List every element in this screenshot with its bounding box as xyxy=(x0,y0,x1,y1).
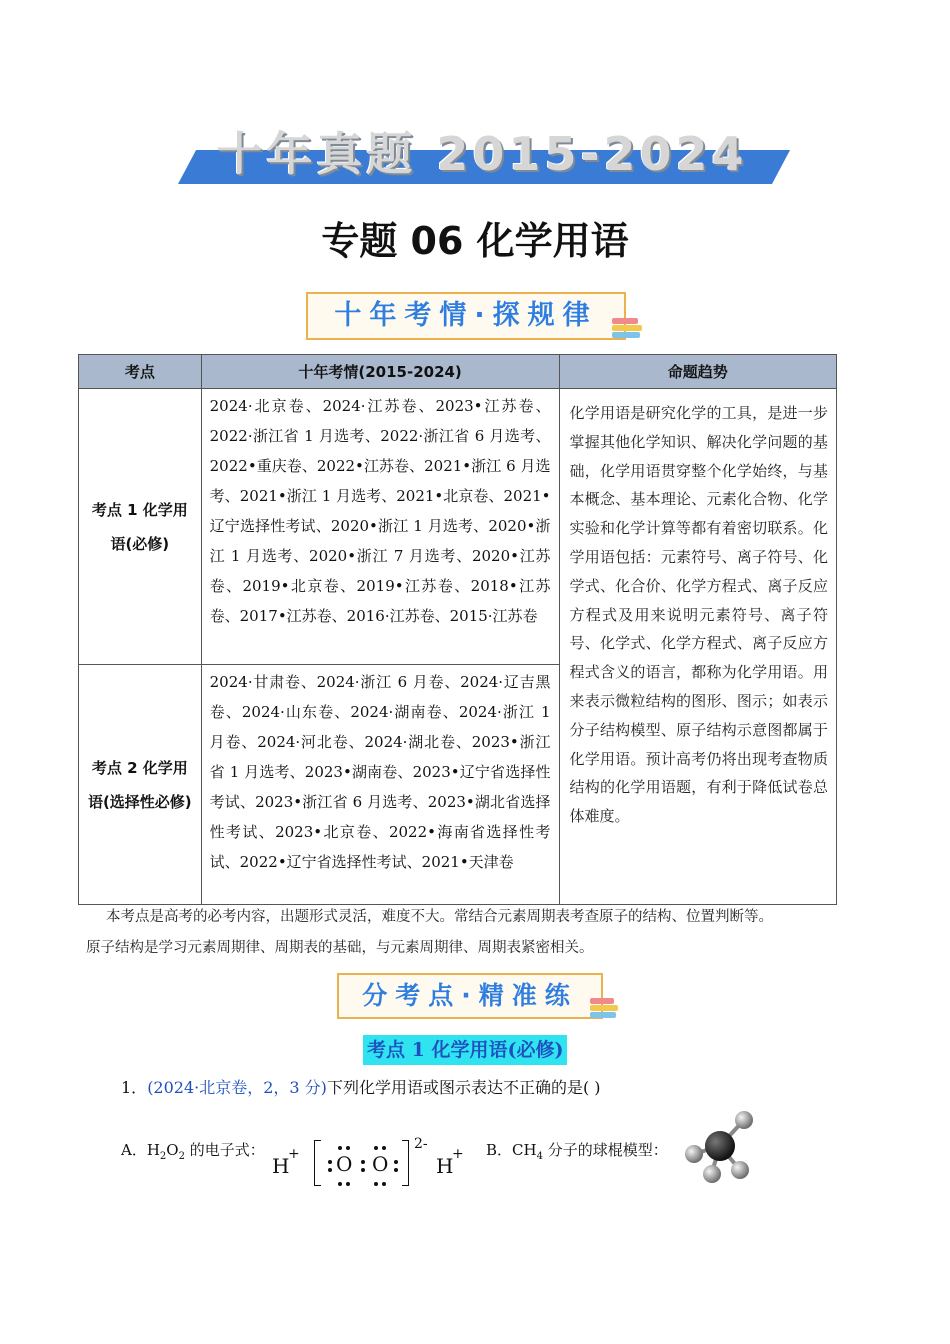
question-1 xyxy=(121,1076,601,1100)
table-row xyxy=(79,389,837,665)
carbon-atom xyxy=(705,1131,735,1161)
option-a-text: O xyxy=(166,1141,179,1159)
years-cell: 2024·甘肃卷、2024·浙江 6 月卷、2024·辽吉黑卷、2024·山东卷、2024·湖南卷、2024·浙江 1 月卷、2024·河北卷、2024·湖北卷、2023•浙江省 1 月选考、2023•湖南卷、2023•辽宁省选择性考试、2023•浙江省 6 月选考、2023•湖北省选择性考试、2023•北京卷、2022•海南省选择性考试、2022•辽宁省选择性考试、2021•天津卷 xyxy=(201,665,559,905)
point-cell: 考点 2 化学用语(选择性必修) xyxy=(79,665,202,905)
subscript: 2 xyxy=(178,1151,185,1162)
document-title: 专题 06 化学用语 xyxy=(321,219,629,263)
point-cell: 考点 1 化学用语(必修) xyxy=(79,389,202,665)
books-icon xyxy=(590,998,618,1019)
option-b xyxy=(486,1138,668,1169)
electron-dot xyxy=(361,1168,365,1172)
electron-dot xyxy=(338,1182,342,1186)
header-trend: 命题趋势 xyxy=(559,355,836,389)
formula-charge: 2- xyxy=(414,1136,428,1152)
electron-dot xyxy=(394,1168,398,1172)
hydrogen-atom xyxy=(735,1111,753,1129)
electron-dot xyxy=(382,1182,386,1186)
electron-dot xyxy=(382,1146,386,1150)
title-banner xyxy=(178,118,772,186)
formula-h-left: H xyxy=(272,1154,290,1178)
option-a-text: A．H xyxy=(121,1141,160,1159)
hydrogen-atom xyxy=(685,1145,703,1163)
electron-dot xyxy=(338,1146,342,1150)
question-number: 1． xyxy=(121,1078,148,1097)
electron-dot xyxy=(346,1182,350,1186)
subscript: 2 xyxy=(159,1151,167,1162)
banner-text: 十年真题 2015-2024 xyxy=(216,127,748,181)
trend-cell: 化学用语是研究化学的工具，是进一步掌握其他化学知识、解决化学问题的基础，化学用语贯穿整个化学始终，与基本概念、基本理论、元素化合物、化学实验和化学计算等都有着密切联系。化学用语包括：元素符号、离子符号、化学式、化合价、化学方程式、离子反应方程式及用来说明元素符号、离子符号、化学式、化学方程式、离子反应方程式含义的语言，都称为化学用语。用来表示微粒结构的图形、图示；如表示分子结构模型、原子结构示意图都属于化学用语。预计高考仍将出现考查物质结构的化学用语题，有利于降低试卷总体难度。 xyxy=(559,389,836,905)
header-years: 十年考情(2015-2024) xyxy=(201,355,559,389)
right-bracket xyxy=(402,1140,409,1186)
electron-dot xyxy=(328,1168,332,1172)
electron-dot xyxy=(361,1160,365,1164)
hydrogen-atom xyxy=(703,1165,721,1183)
table-header-row xyxy=(79,355,837,389)
formula-plus: + xyxy=(288,1146,300,1162)
paragraph-line: 原子结构是学习元素周期律、周期表的基础，与元素周期律、周期表紧密相关。 xyxy=(86,940,594,956)
formula-o1: O xyxy=(336,1152,353,1176)
option-a xyxy=(121,1138,265,1169)
section-label-practice: 分考点·精准练 xyxy=(337,973,603,1019)
option-a-text: 的电子式： xyxy=(184,1141,265,1159)
exam-trend-table xyxy=(78,354,837,905)
section-label-trends: 十年考情·探规律 xyxy=(306,292,626,340)
exam-point-heading: 考点 1 化学用语(必修) xyxy=(363,1035,567,1065)
formula-h-right: H xyxy=(436,1154,454,1178)
paragraph-line: 本考点是高考的必考内容，出题形式灵活，难度不大。常结合元素周期表考查原子的结构、位置判断等。 xyxy=(106,909,773,925)
formula-o2: O xyxy=(372,1152,389,1176)
header-point: 考点 xyxy=(79,355,202,389)
option-b-text: B．CH xyxy=(486,1141,537,1159)
option-b-text: 分子的球棍模型： xyxy=(542,1141,668,1159)
formula-plus: + xyxy=(452,1146,464,1162)
electron-dot xyxy=(374,1182,378,1186)
hydrogen-atom xyxy=(731,1161,749,1179)
left-bracket xyxy=(314,1140,321,1186)
question-stem: 下列化学用语或图示表达不正确的是( ) xyxy=(326,1078,601,1097)
books-icon xyxy=(612,318,642,339)
electron-formula xyxy=(268,1130,468,1190)
electron-dot xyxy=(374,1146,378,1150)
years-cell: 2024·北京卷、2024·江苏卷、2023•江苏卷、2022·浙江省 1 月选考、2022·浙江省 6 月选考、2022•重庆卷、2022•江苏卷、2021•浙江 6 月选考、2021•浙江 1 月选考、2021•北京卷、2021•辽宁选择性考试、2020•浙江 1 月选考、2020•浙江 1 月选考、2020•浙江 7 月选考、2020•江苏卷、2019•北京卷、2019•江苏卷、2018•江苏卷、2017•江苏卷、2016·江苏卷、2015·江苏卷 xyxy=(201,389,559,665)
intro-paragraph xyxy=(86,902,876,964)
electron-dot xyxy=(328,1160,332,1164)
question-source: (2024·北京卷，2，3 分) xyxy=(147,1078,327,1097)
electron-dot xyxy=(394,1160,398,1164)
subscript: 4 xyxy=(536,1151,543,1162)
electron-dot xyxy=(346,1146,350,1150)
ch4-ball-stick-model xyxy=(682,1110,762,1186)
